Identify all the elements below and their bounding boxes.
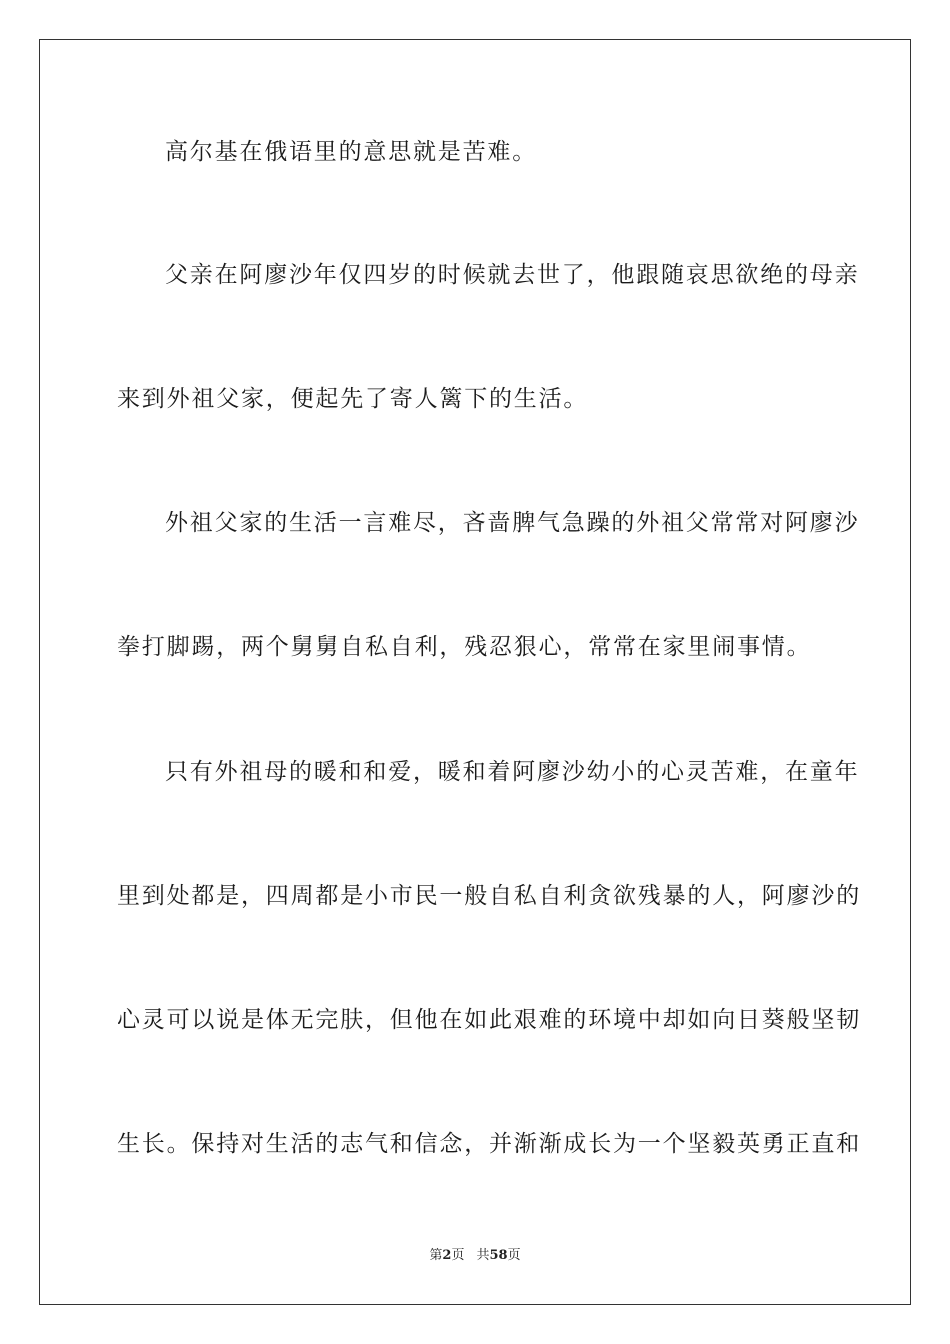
total-suffix: 页: [507, 1248, 521, 1263]
text-line-5: 拳打脚踢，两个舅舅自私自利，残忍狠心，常常在家里闹事情。: [117, 634, 812, 660]
text-line-8: 心灵可以说是体无完肤，但他在如此艰难的环境中却如向日葵般坚韧: [117, 1007, 861, 1033]
text-line-9: 生长。保持对生活的志气和信念，并渐渐成长为一个坚毅英勇正直和: [117, 1131, 861, 1157]
text-line-1: 高尔基在俄语里的意思就是苦难。: [165, 139, 537, 165]
page-number: 2: [442, 1248, 452, 1263]
text-line-7: 里到处都是，四周都是小市民一般自私自利贪欲残暴的人，阿廖沙的: [117, 883, 861, 909]
text-line-2: 父亲在阿廖沙年仅四岁的时候就去世了，他跟随哀思欲绝的母亲: [165, 262, 860, 288]
text-line-6: 只有外祖母的暖和和爱，暖和着阿廖沙幼小的心灵苦难，在童年: [165, 759, 860, 785]
page-border: [39, 39, 911, 1305]
text-line-3: 来到外祖父家，便起先了寄人篱下的生活。: [117, 386, 589, 412]
total-prefix: 共: [476, 1248, 490, 1263]
total-pages: 58: [489, 1248, 508, 1263]
page-footer: [0, 1247, 950, 1265]
page-suffix: 页: [451, 1248, 465, 1263]
text-line-4: 外祖父家的生活一言难尽，吝啬脾气急躁的外祖父常常对阿廖沙: [165, 510, 860, 536]
page-prefix: 第: [429, 1248, 443, 1263]
